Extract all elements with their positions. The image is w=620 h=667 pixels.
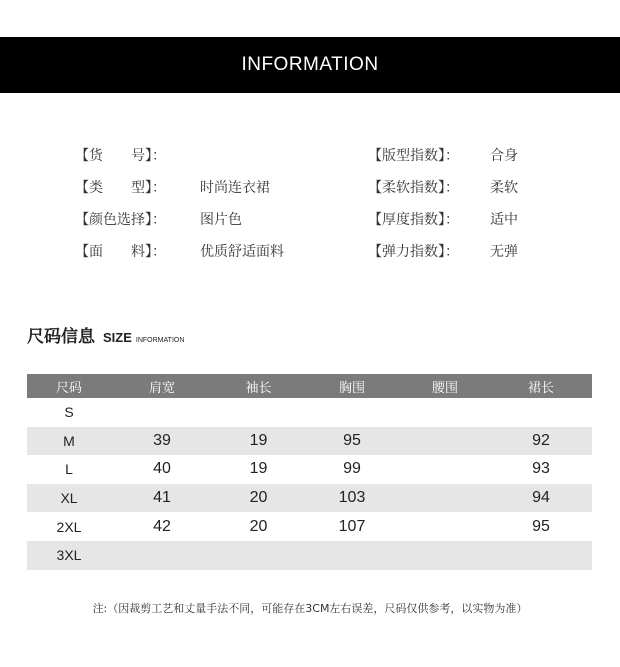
table-cell: 3XL — [27, 541, 111, 570]
table-cell — [400, 484, 490, 513]
table-cell — [304, 398, 400, 427]
table-header-row — [27, 374, 592, 398]
info-value: 柔软 — [490, 180, 518, 196]
table-cell: 103 — [304, 484, 400, 513]
table-cell — [304, 541, 400, 570]
table-row — [27, 484, 592, 513]
info-label: 【版型指数】： — [368, 148, 459, 164]
table-cell — [213, 541, 304, 570]
table-cell: 94 — [490, 484, 592, 513]
table-cell: 39 — [111, 427, 213, 456]
info-label: 【货 号】： — [75, 148, 166, 164]
size-title-en-small: INFORMATION — [135, 337, 185, 344]
table-row — [27, 455, 592, 484]
table-cell — [213, 398, 304, 427]
table-cell: S — [64, 404, 74, 421]
info-label: 【颜色选择】： — [75, 212, 166, 228]
info-value: 合身 — [490, 148, 518, 164]
table-cell — [111, 541, 213, 570]
table-cell — [400, 455, 490, 484]
header-waist: 腰围 — [400, 374, 490, 398]
table-cell: M — [27, 427, 111, 456]
table-cell: 107 — [338, 517, 366, 535]
banner-title: INFORMATION — [241, 54, 379, 75]
info-item-fabric — [75, 241, 284, 289]
header-sleeve: 袖长 — [213, 374, 304, 398]
table-cell — [400, 398, 490, 427]
table-cell: 19 — [213, 427, 304, 456]
table-row — [27, 512, 592, 541]
table-cell: 92 — [490, 427, 592, 456]
table-cell — [490, 398, 592, 427]
info-item-elasticity-index — [368, 241, 518, 289]
size-table — [27, 374, 592, 570]
info-value: 优质舒适面料 — [200, 244, 284, 260]
table-cell — [111, 398, 213, 427]
header-size: 尺码 — [27, 374, 111, 398]
table-row — [27, 398, 592, 427]
table-cell: 42 — [153, 517, 171, 535]
info-label: 【弹力指数】： — [368, 244, 459, 260]
info-value: 适中 — [490, 212, 518, 228]
table-cell: 99 — [343, 460, 361, 478]
table-cell — [490, 541, 592, 570]
info-value: 时尚连衣裙 — [200, 180, 270, 196]
table-cell: 40 — [153, 460, 171, 478]
info-label: 【柔软指数】： — [368, 180, 459, 196]
header-banner — [0, 37, 620, 93]
table-cell — [400, 427, 490, 456]
table-cell: XL — [27, 484, 111, 513]
table-cell: 2XL — [56, 518, 82, 535]
header-shoulder: 肩宽 — [111, 374, 213, 398]
table-cell: 95 — [304, 427, 400, 456]
table-cell: 41 — [111, 484, 213, 513]
table-cell: 93 — [532, 460, 550, 478]
header-length: 裙长 — [490, 374, 592, 398]
size-section-title — [27, 322, 184, 347]
table-cell: L — [65, 461, 73, 478]
info-value: 图片色 — [200, 212, 242, 228]
table-cell: 95 — [532, 517, 550, 535]
info-label: 【类 型】： — [75, 180, 166, 196]
measurement-note: 注:（因裁剪工艺和丈量手法不同，可能存在3CM左右误差，尺码仅供参考，以实物为准） — [92, 602, 528, 615]
table-cell — [400, 541, 490, 570]
table-row — [27, 541, 592, 570]
info-label: 【面 料】： — [75, 244, 166, 260]
table-cell: 19 — [249, 460, 268, 478]
info-label: 【厚度指数】： — [368, 212, 459, 228]
table-cell — [400, 512, 490, 541]
size-title-zh: 尺码信息 — [27, 327, 95, 347]
info-value: 无弹 — [490, 244, 518, 260]
table-cell: 20 — [249, 517, 268, 535]
table-cell: 20 — [213, 484, 304, 513]
size-title-en: SIZE — [103, 330, 132, 345]
table-row — [27, 427, 592, 456]
header-bust: 胸围 — [304, 374, 400, 398]
